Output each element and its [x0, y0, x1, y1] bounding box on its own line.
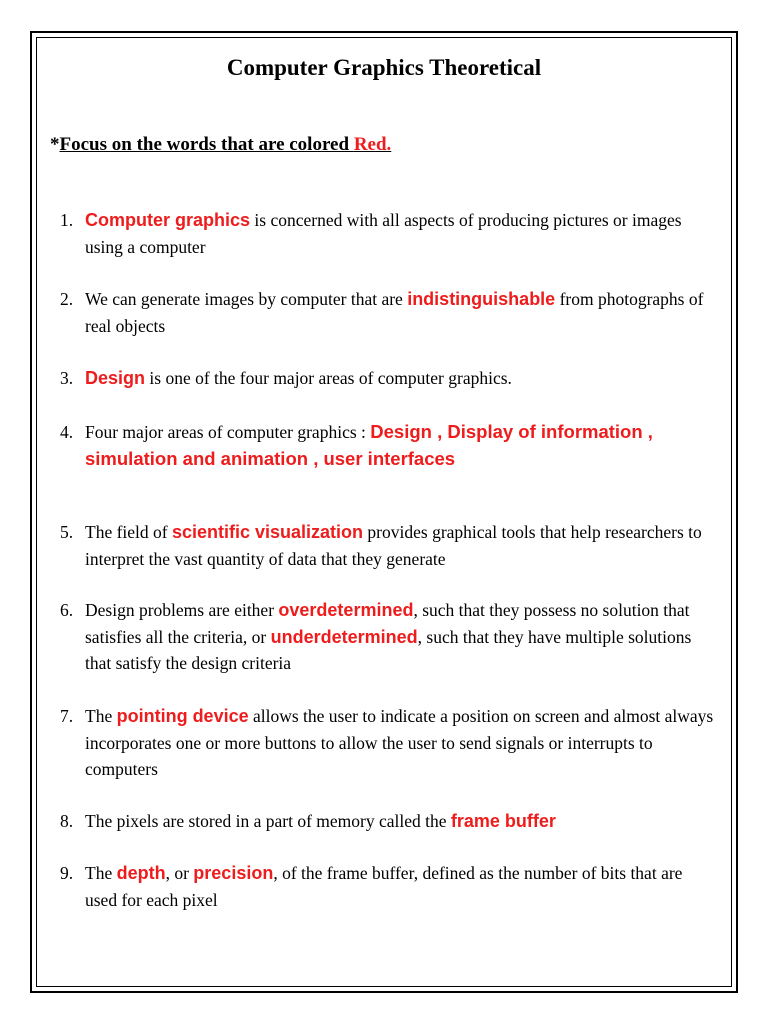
item-text: , such that they possess no solution that satisfies all the criteria, or	[85, 600, 690, 647]
item-red-term: overdetermined	[278, 600, 414, 620]
item-text: Four major areas of computer graphics :	[85, 422, 371, 442]
item-text: , such that they have multiple solutions that satisfy the design criteria	[85, 626, 692, 673]
item-red-term: depth	[116, 863, 166, 883]
focus-underlined	[60, 134, 392, 155]
page-title: Computer Graphics Theoretical	[226, 55, 542, 80]
list-item-1	[60, 207, 715, 260]
list-item-3	[60, 365, 715, 392]
item-text: We can generate images by computer that are	[85, 289, 408, 309]
list-item-8	[60, 808, 715, 835]
list-item-5	[60, 519, 715, 572]
item-text: provides graphical tools that help researchers to interpret the vast quantity of data that they generate	[85, 522, 702, 569]
item-text: is one of the four major areas of computer graphics.	[145, 368, 512, 388]
item-text: The	[85, 706, 117, 726]
item-text: Design problems are either	[85, 600, 279, 620]
item-text: The pixels are stored in a part of memory called the	[85, 811, 451, 831]
item-red-term: indistinguishable	[407, 289, 556, 309]
item-text: , or	[165, 863, 194, 883]
list-item-2	[60, 286, 715, 339]
item-red-term: pointing device	[116, 706, 249, 726]
item-text: The field of	[85, 522, 172, 542]
item-text: , of the frame buffer, defined as the number of bits that are used for each pixel	[85, 863, 683, 910]
item-number: 3.	[60, 368, 74, 388]
item-red-term: precision	[193, 863, 274, 883]
item-number: 7.	[60, 706, 74, 726]
item-red-term: frame buffer	[450, 811, 556, 831]
item-text: The	[85, 863, 117, 883]
item-number: 2.	[60, 289, 74, 309]
item-number: 1.	[60, 210, 74, 230]
item-number: 9.	[60, 863, 74, 883]
item-text: is concerned with all aspects of producing pictures or images using a computer	[85, 210, 682, 257]
list-item-7	[60, 703, 715, 783]
focus-note	[50, 134, 391, 156]
item-number: 4.	[60, 422, 74, 442]
item-red-term: scientific visualization	[171, 522, 364, 542]
page-border-outer	[30, 31, 738, 993]
item-red-term: Computer graphics	[85, 210, 251, 230]
focus-red-word: Red.	[353, 134, 392, 155]
item-text: allows the user to indicate a position on screen and almost always incorporates one or more buttons to allow the user to send signals or interrupts to computers	[85, 706, 714, 779]
item-number: 5.	[60, 522, 74, 542]
list-item-9	[60, 860, 715, 913]
list-item-4	[60, 419, 715, 472]
list-item-6	[60, 597, 715, 677]
item-red-term: Design	[85, 368, 146, 388]
item-red-term: underdetermined	[270, 626, 418, 647]
item-number: 8.	[60, 811, 74, 831]
item-red-term: Design , Display of information , simulation and animation , user interfaces	[85, 421, 653, 469]
focus-text: Focus on the words that are colored	[59, 134, 354, 155]
item-number: 6.	[60, 600, 74, 620]
focus-prefix: *	[50, 134, 60, 155]
item-text: from photographs of real objects	[85, 289, 704, 336]
page-border-inner	[36, 37, 732, 987]
